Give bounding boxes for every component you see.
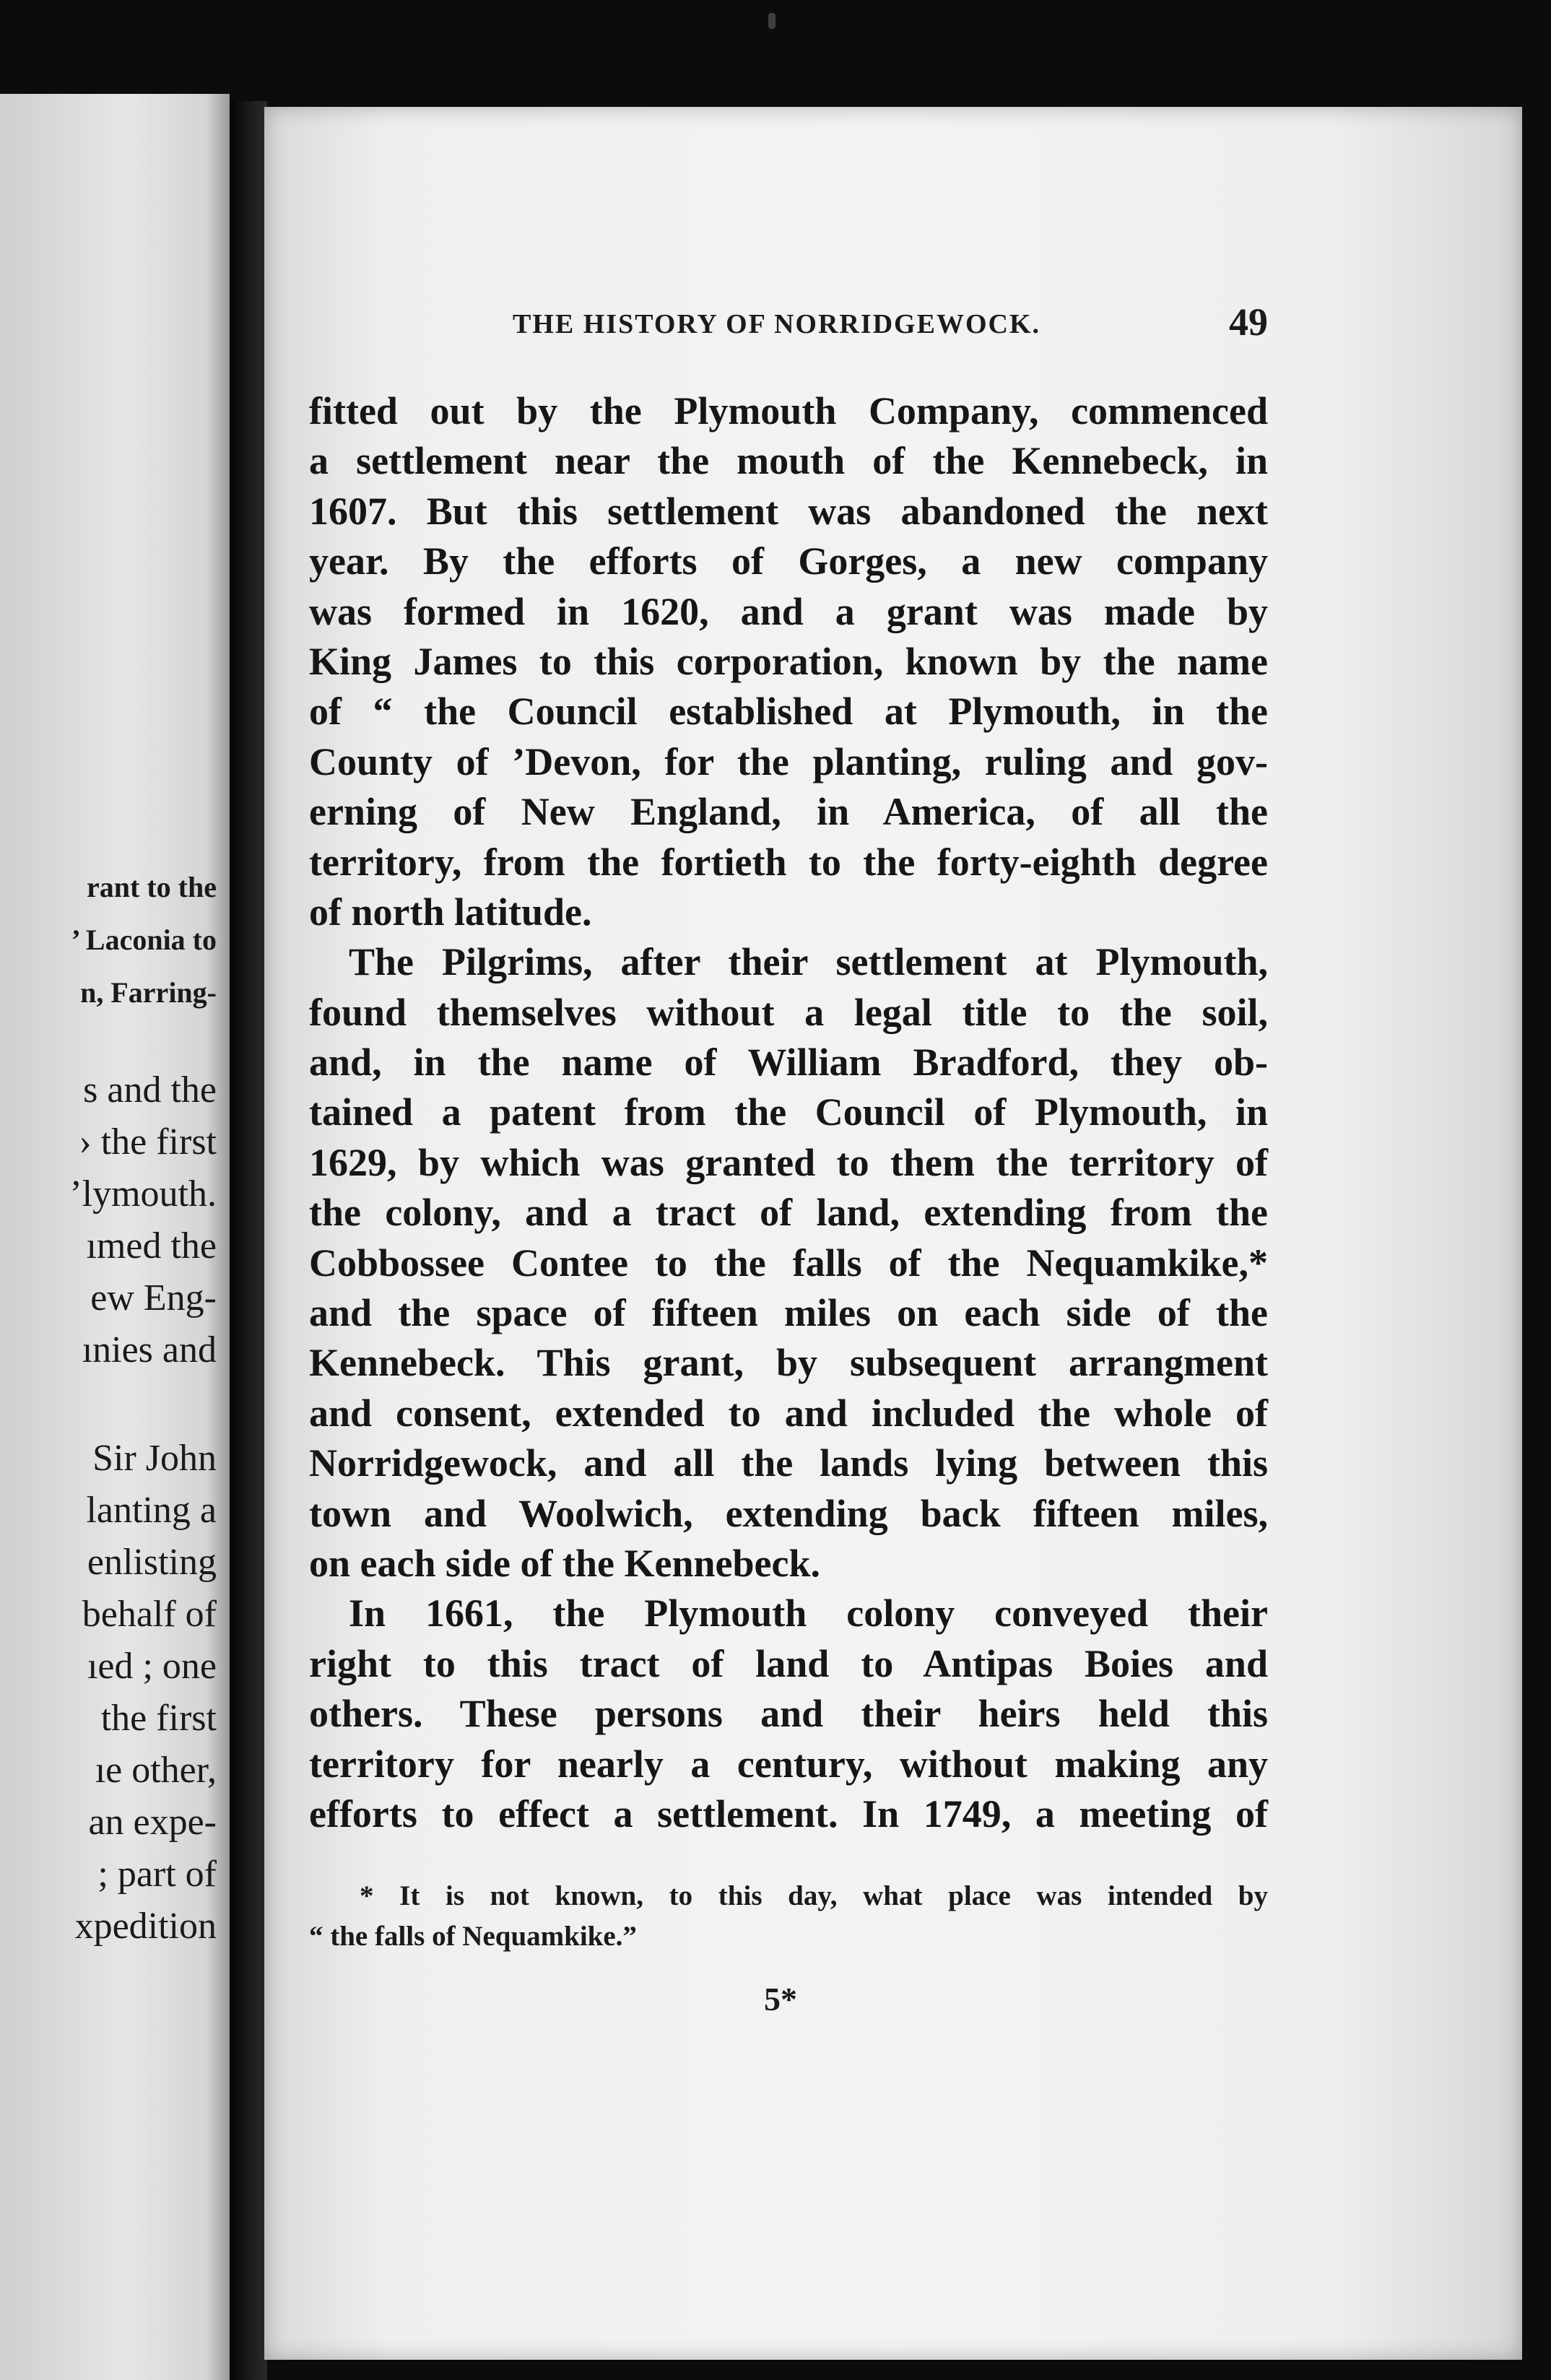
facing-page-left [0,94,230,2380]
facing-page-line: ’ Laconia to [71,924,217,956]
text-line: Cobbossee Contee to the falls of the Nequamkike,* [309,1241,1268,1285]
text-line: King James to this corporation, known by the name [309,639,1268,683]
facing-page-line: s and the [83,1069,217,1111]
text-line: efforts to effect a settlement. In 1749, a meeting of [309,1791,1268,1836]
text-line: In 1661, the Plymouth colony conveyed their [349,1591,1268,1636]
text-line: the colony, and a tract of land, extending from the [309,1191,1268,1235]
facing-page-line: ımed the [86,1225,217,1267]
text-line: territory for nearly a century, without making any [309,1742,1268,1786]
text-line: tained a patent from the Council of Plymouth, in [309,1090,1268,1134]
facing-page-line: ıed ; one [87,1646,217,1687]
text-line: others. These persons and their heirs held this [309,1692,1268,1736]
facing-page-line: Sir John [92,1438,217,1479]
book-gutter [230,101,267,2380]
facing-page-line: ; part of [97,1854,217,1895]
facing-page-line: the first [100,1698,217,1739]
text-line: year. By the efforts of Gorges, a new company [309,539,1268,583]
text-line: fitted out by the Plymouth Company, commenced [309,389,1268,433]
text-line: right to this tract of land to Antipas Boies and [309,1641,1268,1685]
facing-page-line: an expe- [88,1802,217,1843]
signature-mark: 5* [764,1981,797,2018]
facing-page-line: ıe other, [95,1750,217,1791]
text-line: 1607. But this settlement was abandoned the next [309,489,1268,533]
facing-page-line: › the first [79,1121,217,1163]
body-text [309,386,1268,1839]
text-line: town and Woolwich, extending back fifteen miles, [309,1491,1268,1535]
facing-page-line: enlisting [87,1542,217,1583]
facing-page-line: behalf of [82,1594,217,1635]
text-line: Norridgewock, and all the lands lying between this [309,1441,1268,1485]
footnote [309,1876,1268,1957]
text-line: 1629, by which was granted to them the territory of [309,1140,1268,1184]
facing-page-line: rant to the [87,871,217,903]
text-line: County of ’Devon, for the planting, ruling and gov- [309,739,1268,783]
text-line: was formed in 1620, and a grant was made by [309,589,1268,633]
page-number: 49 [1229,300,1268,344]
text-line: of “ the Council established at Plymouth, in the [309,690,1268,734]
text-line: and the space of fifteen miles on each side of the [309,1291,1268,1335]
text-line: erning of New England, in America, of all the [309,790,1268,834]
running-head [513,300,1268,350]
text-line: on each side of the Kennebeck. [309,1541,820,1585]
text-line: of north latitude. [309,890,592,934]
text-line: Kennebeck. This grant, by subsequent arrangment [309,1341,1268,1385]
text-line: and, in the name of William Bradford, they ob- [309,1041,1268,1085]
text-line: a settlement near the mouth of the Kennebeck, in [309,439,1268,483]
footnote-line: “ the falls of Nequamkike.” [309,1921,637,1952]
running-title: THE HISTORY OF NORRIDGEWOCK. [513,309,1041,339]
facing-page-line: ew Eng- [90,1277,217,1319]
facing-page-line: xpedition [74,1906,217,1947]
text-line: The Pilgrims, after their settlement at Plymouth, [349,940,1268,984]
scan-speck [768,13,776,29]
text-line: and consent, extended to and included the whole of [309,1391,1268,1435]
footnote-line: * It is not known, to this day, what place was intended by [360,1880,1268,1911]
facing-page-line: lanting a [86,1490,217,1531]
facing-page-line: ’lymouth. [69,1173,217,1215]
text-line: found themselves without a legal title to the soil, [309,990,1268,1034]
facing-page-line: n, Farring- [80,976,217,1009]
text-line: territory, from the fortieth to the forty-eighth degree [309,840,1268,884]
facing-page-line: ınies and [82,1329,217,1371]
